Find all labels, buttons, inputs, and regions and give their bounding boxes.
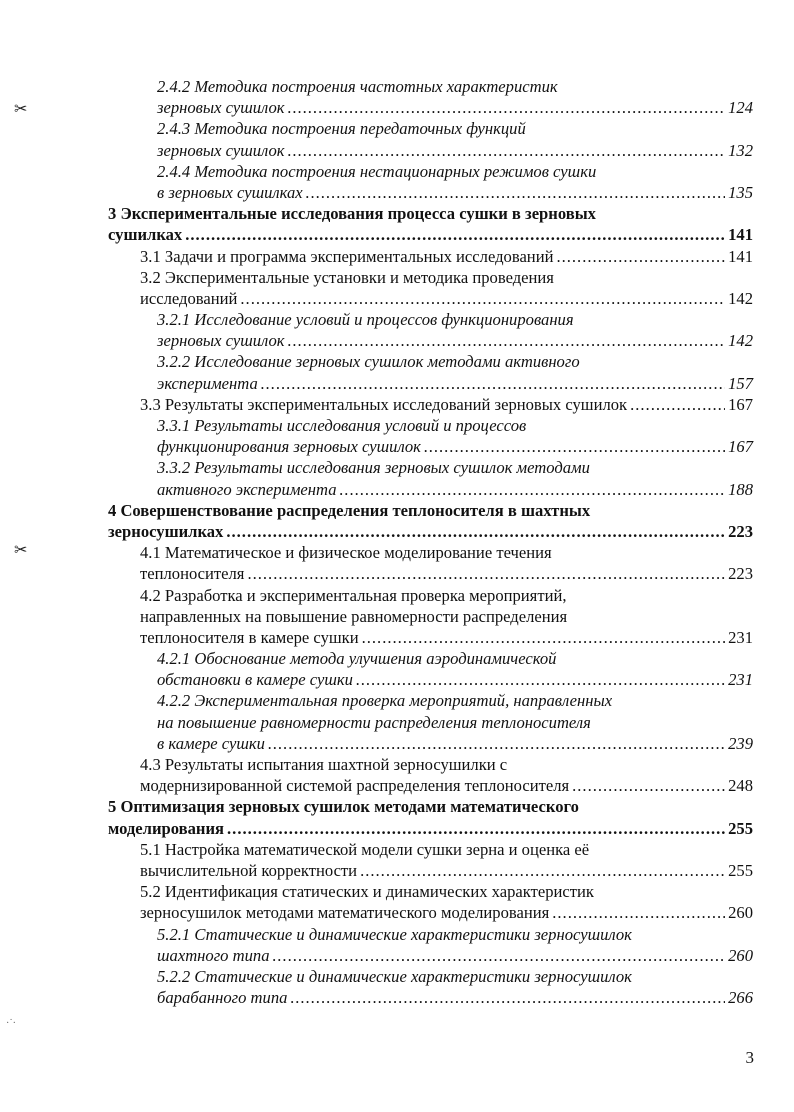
toc-entry-line — [0, 373, 753, 394]
toc-entry-title: 2.4.4 Методика построения нестационарных режимов сушки — [157, 161, 597, 181]
dot-leader — [630, 394, 725, 415]
toc-page-number: 260 — [728, 903, 753, 923]
toc-entry-title: зерносушилках — [108, 521, 224, 541]
toc-entry-line — [0, 902, 753, 923]
toc-entry — [0, 796, 794, 838]
toc-entry-line — [0, 203, 753, 224]
scan-speck-icon: ·˙· — [6, 1018, 16, 1029]
toc-entry-title: 3.2 Экспериментальные установки и методика проведения — [140, 267, 554, 287]
toc-entry-line — [0, 860, 753, 881]
toc-entry-line — [0, 224, 753, 245]
toc-entry-title: теплоносителя в камере сушки — [140, 627, 359, 647]
toc-entry-line — [0, 118, 753, 139]
toc-entry — [0, 648, 794, 690]
dot-leader — [340, 479, 726, 500]
toc-entry-title: модернизированной системой распределения теплоносителя — [140, 776, 570, 796]
toc-entry-line — [0, 500, 753, 521]
toc-entry — [0, 351, 794, 393]
toc-entry-line — [0, 585, 753, 606]
toc-entry-line — [0, 436, 753, 457]
toc-entry-line — [0, 415, 753, 436]
toc-entry-title: 3.3.1 Результаты исследования условий и процессов — [157, 416, 527, 435]
toc-entry-title: шахтного типа — [157, 945, 270, 965]
toc-entry-title: в зерновых сушилках — [157, 182, 303, 202]
toc-entry-title: 5 Оптимизация зерновых сушилок методами математического — [108, 797, 579, 817]
toc-entry-title: зерновых сушилок — [157, 331, 285, 351]
dot-leader — [240, 288, 725, 309]
toc-entry — [0, 839, 794, 881]
dot-leader — [360, 860, 725, 881]
toc-entry-line — [0, 648, 753, 669]
toc-entry-line — [0, 712, 753, 733]
toc-page-number: 142 — [728, 288, 753, 308]
toc-page-number: 223 — [728, 521, 753, 541]
toc-page-number: 142 — [728, 331, 753, 351]
dot-leader — [356, 669, 725, 690]
toc-entry — [0, 161, 794, 203]
toc-entry-line — [0, 76, 753, 97]
toc-entry — [0, 754, 794, 796]
toc-entry-title: обстановки в камере сушки — [157, 670, 353, 690]
toc-entry-line — [0, 796, 753, 817]
toc-entry-title: 4.1 Математическое и физическое моделирование течения — [140, 543, 552, 563]
toc-entry-title: 5.2 Идентификация статических и динамических характеристик — [140, 882, 594, 902]
toc-entry-line — [0, 182, 753, 203]
toc-entry-title: направленных на повышение равномерности распределения — [140, 606, 568, 626]
toc-entry-line — [0, 161, 753, 182]
toc-entry-line — [0, 669, 753, 690]
toc-entry — [0, 203, 794, 245]
toc-entry — [0, 690, 794, 754]
toc-entry-title: 4 Совершенствование распределения теплоносителя в шахтных — [108, 500, 591, 520]
toc-entry-title: 3.2.2 Исследование зерновых сушилок методами активного — [157, 352, 580, 372]
toc-page-number: 255 — [728, 860, 753, 880]
toc-entry-title: 3.2.1 Исследование условий и процессов функционирования — [157, 310, 574, 330]
toc-entry-title: зерносушилок методами математического моделирования — [140, 903, 550, 923]
toc-entry-line — [0, 627, 753, 648]
toc-entry-line — [0, 690, 753, 711]
dot-leader — [268, 733, 725, 754]
toc-entry — [0, 76, 794, 118]
dot-leader — [226, 521, 725, 542]
toc-entry-line — [0, 351, 753, 372]
dot-leader — [288, 97, 726, 118]
toc-entry-title: 4.2.2 Экспериментальная проверка мероприятий, направленных — [157, 691, 613, 711]
toc-entry — [0, 246, 794, 267]
toc-entry-title: 3 Экспериментальные исследования процесса сушки в зерновых — [108, 204, 596, 224]
toc-page-number: 157 — [728, 373, 753, 393]
toc-page-number: 141 — [728, 225, 753, 245]
dot-leader — [185, 224, 725, 245]
toc-entry-title: 2.4.3 Методика построения передаточных функций — [157, 119, 526, 139]
toc-entry — [0, 585, 794, 649]
toc-entry-title: 5.1 Настройка математической модели сушки зерна и оценка её — [140, 839, 590, 859]
dot-leader — [273, 945, 726, 966]
toc-entry-line — [0, 987, 753, 1008]
toc-entry-line — [0, 97, 753, 118]
toc-page-number: 223 — [728, 564, 753, 584]
toc-entry — [0, 966, 794, 1008]
dot-leader — [306, 182, 725, 203]
toc-entry-line — [0, 457, 753, 478]
toc-entry-line — [0, 563, 753, 584]
toc-page-number: 266 — [728, 988, 753, 1008]
dot-leader — [247, 563, 725, 584]
toc-page-number: 248 — [728, 776, 753, 796]
toc-entry — [0, 309, 794, 351]
dot-leader — [288, 330, 726, 351]
toc-entry — [0, 457, 794, 499]
toc-entry-title: 3.1 Задачи и программа экспериментальных исследований — [140, 246, 554, 266]
toc-entry-title: теплоносителя — [140, 564, 245, 584]
toc-entry-line — [0, 733, 753, 754]
toc-page-number: 239 — [728, 733, 753, 753]
toc-page-number: 231 — [728, 627, 753, 647]
toc-page-number: 167 — [728, 394, 753, 414]
toc-entry-line — [0, 945, 753, 966]
toc-entry-line — [0, 330, 753, 351]
toc-page-number: 135 — [728, 182, 753, 202]
dot-leader — [362, 627, 726, 648]
dot-leader — [227, 818, 725, 839]
toc-entry — [0, 500, 794, 542]
toc-entry-line — [0, 606, 753, 627]
dot-leader — [572, 775, 725, 796]
toc-entry-title: 5.2.1 Статические и динамические характеристики зерносушилок — [157, 924, 632, 944]
toc-entry-title: в камере сушки — [157, 733, 265, 753]
toc-entry-title: 5.2.2 Статические и динамические характеристики зерносушилок — [157, 966, 632, 986]
toc-entry-title: исследований — [140, 288, 238, 308]
toc-entry-title: зерновых сушилок — [157, 140, 285, 160]
scan-mark-icon: ✂ — [14, 542, 28, 559]
dot-leader — [261, 373, 725, 394]
toc-page-number: 255 — [728, 818, 753, 838]
toc-entry — [0, 394, 794, 415]
toc-entry-line — [0, 775, 753, 796]
toc-entry-title: вычислительной корректности — [140, 860, 358, 880]
toc-entry-title: сушилках — [108, 225, 183, 245]
toc-entry-title: 2.4.2 Методика построения частотных характеристик — [157, 77, 558, 96]
toc-page-number: 167 — [728, 437, 753, 457]
toc-page-number: 141 — [728, 246, 753, 266]
toc-entry-line — [0, 881, 753, 902]
toc-entry — [0, 881, 794, 923]
toc-entry-title: на повышение равномерности распределения теплоносителя — [157, 712, 591, 732]
toc-entry-title: зерновых сушилок — [157, 98, 285, 118]
toc-entry-title: 4.2.1 Обоснование метода улучшения аэродинамической — [157, 649, 557, 669]
dot-leader — [424, 436, 725, 457]
toc-entry — [0, 415, 794, 457]
toc-entry-title: функционирования зерновых сушилок — [157, 437, 421, 457]
toc-entry — [0, 118, 794, 160]
toc-entry-line — [0, 267, 753, 288]
toc-entry-line — [0, 542, 753, 563]
toc-entry-title: 4.3 Результаты испытания шахтной зерносушилки с — [140, 755, 508, 774]
toc-entry-line — [0, 288, 753, 309]
toc-entry-title: моделирования — [108, 818, 225, 838]
toc-entry-line — [0, 818, 753, 839]
toc-entry-title: 3.3.2 Результаты исследования зерновых сушилок методами — [157, 458, 590, 478]
toc-entry — [0, 924, 794, 966]
toc-entry — [0, 267, 794, 309]
dot-leader — [288, 140, 726, 161]
page-number: 3 — [745, 1048, 754, 1067]
toc-page-number: 132 — [728, 140, 753, 160]
toc-entry-line — [0, 839, 753, 860]
toc-entry-line — [0, 966, 753, 987]
toc-entry-title: 4.2 Разработка и экспериментальная проверка мероприятий, — [140, 585, 567, 605]
toc-entry-line — [0, 246, 753, 267]
toc-entry-line — [0, 521, 753, 542]
toc-entry-title: эксперимента — [157, 373, 258, 393]
dot-leader — [556, 246, 725, 267]
toc-entry-title: активного эксперимента — [157, 479, 337, 499]
toc-page-number: 260 — [728, 945, 753, 965]
toc-page-number: 124 — [728, 98, 753, 118]
toc-entry-line — [0, 140, 753, 161]
scan-mark-icon: ✂ — [14, 101, 28, 118]
toc-page-number: 231 — [728, 670, 753, 690]
toc-page-number: 188 — [728, 479, 753, 499]
toc-entry-line — [0, 394, 753, 415]
toc-entry-line — [0, 309, 753, 330]
toc-entry-line — [0, 754, 753, 775]
toc-entry-title: 3.3 Результаты экспериментальных исследований зерновых сушилок — [140, 394, 628, 414]
toc-entry-title: барабанного типа — [157, 988, 288, 1008]
toc-entry — [0, 542, 794, 584]
toc-entry-line — [0, 479, 753, 500]
toc-entry-line — [0, 924, 753, 945]
dot-leader — [552, 902, 725, 923]
dot-leader — [290, 987, 725, 1008]
table-of-contents — [0, 76, 794, 1008]
